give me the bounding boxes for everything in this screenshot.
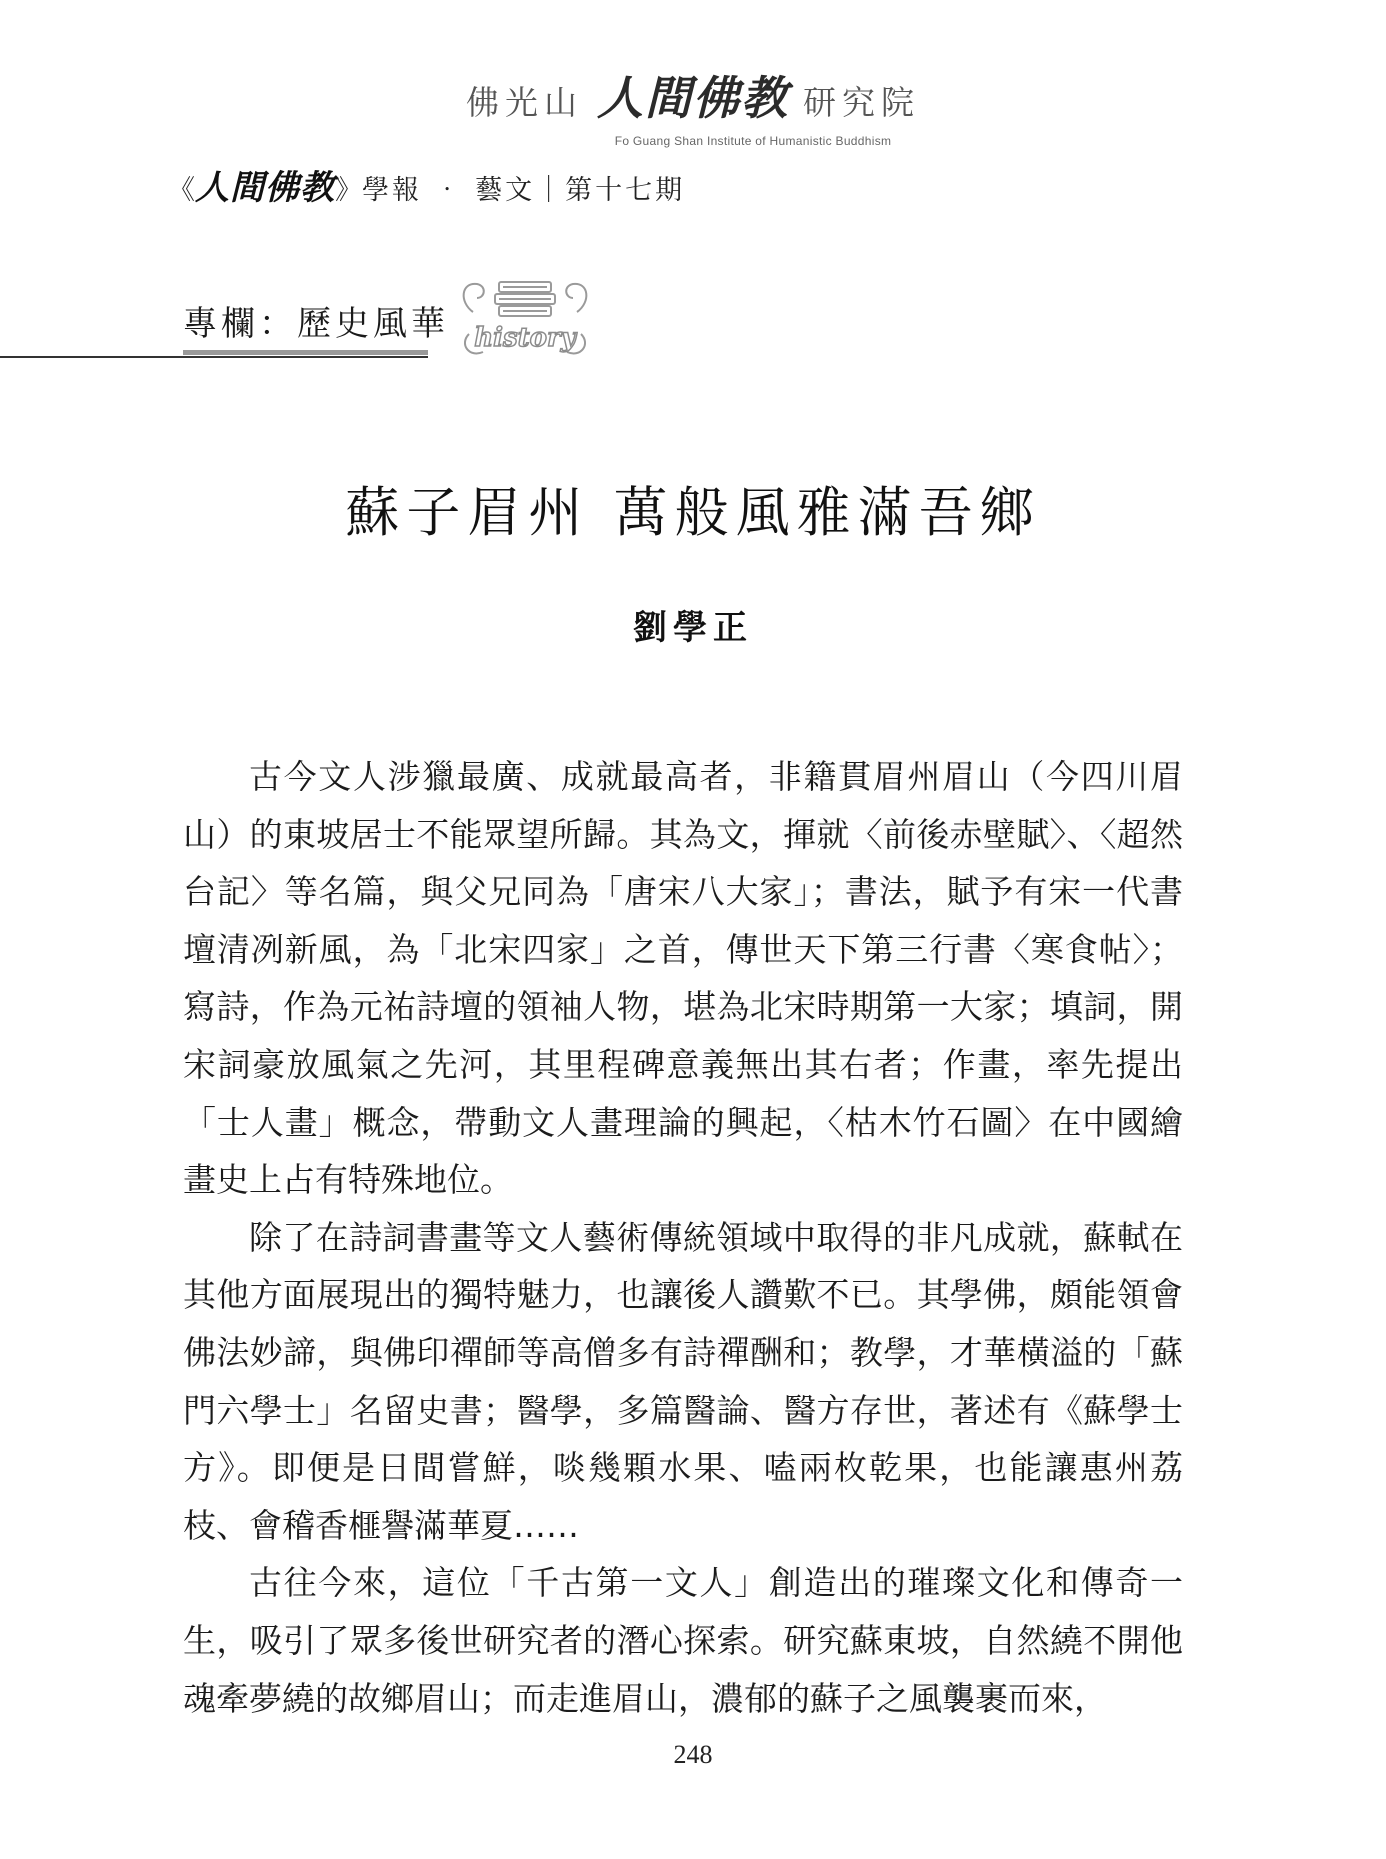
institute-name-left: 佛光山 (466, 83, 583, 122)
institute-header (0, 62, 1386, 148)
institute-brand-logo: 人間佛教 (597, 71, 789, 125)
column-divider (0, 356, 428, 358)
history-emblem-icon (455, 272, 595, 362)
history-emblem-text: history (474, 323, 576, 353)
journal-title (168, 160, 685, 209)
journal-close-bracket: 》 (335, 175, 362, 206)
journal-brand-logo: 人間佛教 (195, 168, 335, 208)
institute-name-right: 研究院 (803, 83, 920, 122)
article-author: 劉學正 (633, 608, 753, 648)
column-label: 專欄：歷史風華 (183, 304, 449, 344)
article-body (183, 748, 1183, 1727)
paragraph: 古今文人涉獵最廣、成就最高者，非籍貫眉州眉山（今四川眉山）的東坡居士不能眾望所歸。其為文，揮就〈前後赤壁賦〉、〈超然台記〉等名篇，與父兄同為「唐宋八大家」；書法，賦予有宋一代書壇清冽新風，為「北宋四家」之首，傳世天下第三行書〈寒食帖〉；寫詩，作為元祐詩壇的領袖人物，堪為北宋時期第一大家；填詞，開宋詞豪放風氣之先河，其里程碑意義無出其右者；作畫，率先提出「士人畫」概念，帶動文人畫理論的興起，〈枯木竹石圖〉在中國繪畫史上占有特殊地位。 (183, 757, 1183, 1200)
institute-english-name: Fo Guang Shan Institute of Humanistic Buddhism (614, 134, 892, 148)
page-number: 248 (673, 1740, 713, 1769)
institute-name (466, 62, 920, 128)
paragraph: 除了在詩詞書畫等文人藝術傳統領域中取得的非凡成就，蘇軾在其他方面展現出的獨特魅力，也讓後人讚歎不已。其學佛，頗能領會佛法妙諦，與佛印禪師等高僧多有詩禪酬和；教學，才華橫溢的「蘇門六學士」名留史書；醫學，多篇醫論、醫方存世，著述有《蘇學士方》。即便是日間嘗鮮，啖幾顆水果、嗑兩枚乾果，也能讓惠州荔枝、會稽香榧譽滿華夏…… (183, 1217, 1183, 1545)
paragraph: 古往今來，這位「千古第一文人」創造出的璀璨文化和傳奇一生，吸引了眾多後世研究者的潛心探索。研究蘇東坡，自然繞不開他魂牽夢繞的故鄉眉山；而走進眉山，濃郁的蘇子之風襲裹而來， (183, 1563, 1183, 1718)
journal-open-bracket: 《 (168, 175, 195, 206)
journal-issue: 學報 ‧ 藝文｜第十七期 (362, 175, 686, 206)
article-title: 蘇子眉州 萬般風雅滿吾鄉 (345, 481, 1041, 544)
column-underline (183, 350, 428, 355)
